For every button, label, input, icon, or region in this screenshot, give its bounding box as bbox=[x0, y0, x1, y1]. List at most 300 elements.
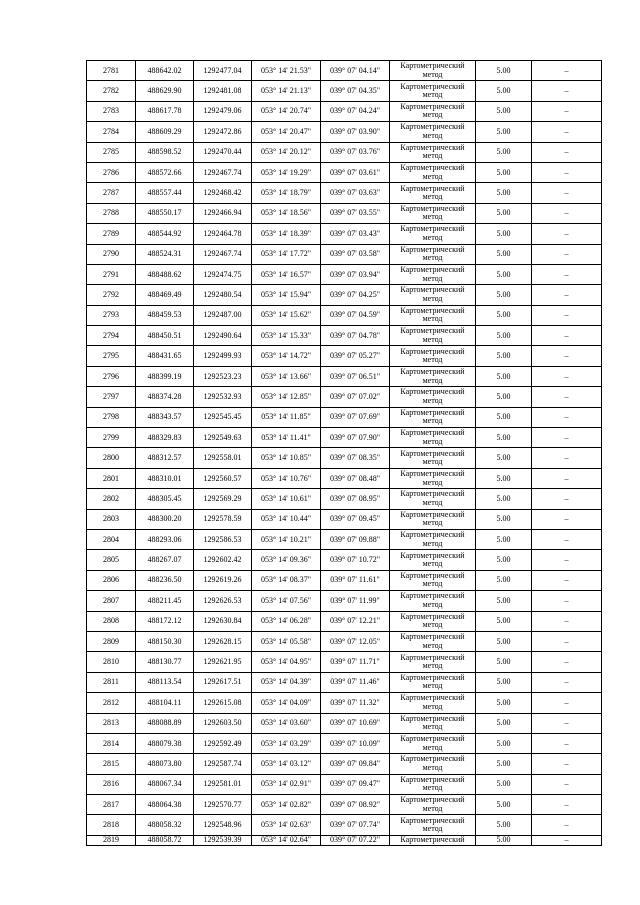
x-coordinate-cell: 488469.49 bbox=[136, 285, 194, 305]
point-number-cell: 2801 bbox=[87, 468, 136, 488]
longitude-cell: 039° 07' 12.21" bbox=[321, 611, 390, 631]
x-coordinate-cell: 488113.54 bbox=[136, 672, 194, 692]
point-number-cell: 2811 bbox=[87, 672, 136, 692]
method-cell: Картометрический метод bbox=[390, 264, 476, 284]
longitude-cell: 039° 07' 10.69" bbox=[321, 713, 390, 733]
point-number-cell: 2819 bbox=[87, 835, 136, 845]
x-coordinate-cell: 488459.53 bbox=[136, 305, 194, 325]
latitude-cell: 053° 14' 15.33" bbox=[252, 326, 321, 346]
latitude-cell: 053° 14' 05.58" bbox=[252, 631, 321, 651]
point-number-cell: 2789 bbox=[87, 224, 136, 244]
point-number-cell: 2815 bbox=[87, 754, 136, 774]
latitude-cell: 053° 14' 17.72" bbox=[252, 244, 321, 264]
accuracy-cell: 5.00 bbox=[476, 244, 532, 264]
y-coordinate-cell: 1292523.23 bbox=[194, 366, 252, 386]
longitude-cell: 039° 07' 04.14" bbox=[321, 61, 390, 81]
table-row bbox=[87, 264, 602, 284]
table-row bbox=[87, 142, 602, 162]
accuracy-cell: 5.00 bbox=[476, 693, 532, 713]
latitude-cell: 053° 14' 04.39" bbox=[252, 672, 321, 692]
method-cell: Картометрический метод bbox=[390, 326, 476, 346]
note-cell: – bbox=[532, 122, 602, 142]
table-row bbox=[87, 448, 602, 468]
point-number-cell: 2785 bbox=[87, 142, 136, 162]
note-cell: – bbox=[532, 142, 602, 162]
x-coordinate-cell: 488088.89 bbox=[136, 713, 194, 733]
table-row bbox=[87, 162, 602, 182]
point-number-cell: 2788 bbox=[87, 203, 136, 223]
longitude-cell: 039° 07' 09.88" bbox=[321, 529, 390, 549]
y-coordinate-cell: 1292532.93 bbox=[194, 387, 252, 407]
x-coordinate-cell: 488079.38 bbox=[136, 733, 194, 753]
y-coordinate-cell: 1292466.94 bbox=[194, 203, 252, 223]
table-row bbox=[87, 774, 602, 794]
point-number-cell: 2806 bbox=[87, 570, 136, 590]
table-body bbox=[87, 61, 602, 846]
x-coordinate-cell: 488399.19 bbox=[136, 366, 194, 386]
y-coordinate-cell: 1292621.95 bbox=[194, 652, 252, 672]
longitude-cell: 039° 07' 04.24" bbox=[321, 101, 390, 121]
point-number-cell: 2805 bbox=[87, 550, 136, 570]
y-coordinate-cell: 1292558.01 bbox=[194, 448, 252, 468]
longitude-cell: 039° 07' 07.22" bbox=[321, 835, 390, 845]
point-number-cell: 2808 bbox=[87, 611, 136, 631]
x-coordinate-cell: 488431.65 bbox=[136, 346, 194, 366]
y-coordinate-cell: 1292464.78 bbox=[194, 224, 252, 244]
x-coordinate-cell: 488064.38 bbox=[136, 795, 194, 815]
note-cell: – bbox=[532, 489, 602, 509]
latitude-cell: 053° 14' 20.12" bbox=[252, 142, 321, 162]
latitude-cell: 053° 14' 15.94" bbox=[252, 285, 321, 305]
table-row bbox=[87, 611, 602, 631]
table-row bbox=[87, 122, 602, 142]
y-coordinate-cell: 1292617.51 bbox=[194, 672, 252, 692]
point-number-cell: 2792 bbox=[87, 285, 136, 305]
latitude-cell: 053° 14' 16.57" bbox=[252, 264, 321, 284]
x-coordinate-cell: 488310.01 bbox=[136, 468, 194, 488]
x-coordinate-cell: 488058.72 bbox=[136, 835, 194, 845]
latitude-cell: 053° 14' 02.63" bbox=[252, 815, 321, 835]
x-coordinate-cell: 488572.66 bbox=[136, 162, 194, 182]
y-coordinate-cell: 1292602.42 bbox=[194, 550, 252, 570]
point-number-cell: 2812 bbox=[87, 693, 136, 713]
latitude-cell: 053° 14' 06.28" bbox=[252, 611, 321, 631]
note-cell: – bbox=[532, 101, 602, 121]
latitude-cell: 053° 14' 19.29" bbox=[252, 162, 321, 182]
y-coordinate-cell: 1292474.75 bbox=[194, 264, 252, 284]
method-cell: Картометрический bbox=[390, 835, 476, 845]
longitude-cell: 039° 07' 04.59" bbox=[321, 305, 390, 325]
point-number-cell: 2791 bbox=[87, 264, 136, 284]
longitude-cell: 039° 07' 03.61" bbox=[321, 162, 390, 182]
y-coordinate-cell: 1292578.59 bbox=[194, 509, 252, 529]
method-cell: Картометрический метод bbox=[390, 224, 476, 244]
method-cell: Картометрический метод bbox=[390, 142, 476, 162]
method-cell: Картометрический метод bbox=[390, 387, 476, 407]
latitude-cell: 053° 14' 02.91" bbox=[252, 774, 321, 794]
latitude-cell: 053° 14' 20.74" bbox=[252, 101, 321, 121]
longitude-cell: 039° 07' 08.92" bbox=[321, 795, 390, 815]
x-coordinate-cell: 488557.44 bbox=[136, 183, 194, 203]
y-coordinate-cell: 1292626.53 bbox=[194, 591, 252, 611]
note-cell: – bbox=[532, 570, 602, 590]
y-coordinate-cell: 1292615.08 bbox=[194, 693, 252, 713]
method-cell: Картометрический метод bbox=[390, 774, 476, 794]
table-row bbox=[87, 61, 602, 81]
note-cell: – bbox=[532, 305, 602, 325]
method-cell: Картометрический метод bbox=[390, 61, 476, 81]
accuracy-cell: 5.00 bbox=[476, 611, 532, 631]
point-number-cell: 2790 bbox=[87, 244, 136, 264]
y-coordinate-cell: 1292470.44 bbox=[194, 142, 252, 162]
table-row bbox=[87, 591, 602, 611]
accuracy-cell: 5.00 bbox=[476, 570, 532, 590]
y-coordinate-cell: 1292587.74 bbox=[194, 754, 252, 774]
table-row bbox=[87, 489, 602, 509]
accuracy-cell: 5.00 bbox=[476, 285, 532, 305]
note-cell: – bbox=[532, 162, 602, 182]
longitude-cell: 039° 07' 03.90" bbox=[321, 122, 390, 142]
latitude-cell: 053° 14' 14.72" bbox=[252, 346, 321, 366]
note-cell: – bbox=[532, 509, 602, 529]
method-cell: Картометрический метод bbox=[390, 101, 476, 121]
table-row bbox=[87, 468, 602, 488]
latitude-cell: 053° 14' 20.47" bbox=[252, 122, 321, 142]
method-cell: Картометрический метод bbox=[390, 468, 476, 488]
x-coordinate-cell: 488073.80 bbox=[136, 754, 194, 774]
y-coordinate-cell: 1292479.06 bbox=[194, 101, 252, 121]
note-cell: – bbox=[532, 529, 602, 549]
note-cell: – bbox=[532, 203, 602, 223]
point-number-cell: 2786 bbox=[87, 162, 136, 182]
x-coordinate-cell: 488374.28 bbox=[136, 387, 194, 407]
x-coordinate-cell: 488343.57 bbox=[136, 407, 194, 427]
accuracy-cell: 5.00 bbox=[476, 529, 532, 549]
table-row bbox=[87, 754, 602, 774]
longitude-cell: 039° 07' 04.35" bbox=[321, 81, 390, 101]
note-cell: – bbox=[532, 428, 602, 448]
table-row bbox=[87, 224, 602, 244]
x-coordinate-cell: 488329.83 bbox=[136, 428, 194, 448]
x-coordinate-cell: 488450.51 bbox=[136, 326, 194, 346]
point-number-cell: 2784 bbox=[87, 122, 136, 142]
latitude-cell: 053° 14' 12.85" bbox=[252, 387, 321, 407]
point-number-cell: 2818 bbox=[87, 815, 136, 835]
table-row bbox=[87, 366, 602, 386]
accuracy-cell: 5.00 bbox=[476, 835, 532, 845]
method-cell: Картометрический метод bbox=[390, 122, 476, 142]
x-coordinate-cell: 488211.45 bbox=[136, 591, 194, 611]
method-cell: Картометрический метод bbox=[390, 183, 476, 203]
latitude-cell: 053° 14' 09.36" bbox=[252, 550, 321, 570]
method-cell: Картометрический метод bbox=[390, 570, 476, 590]
note-cell: – bbox=[532, 285, 602, 305]
y-coordinate-cell: 1292472.86 bbox=[194, 122, 252, 142]
method-cell: Картометрический метод bbox=[390, 509, 476, 529]
accuracy-cell: 5.00 bbox=[476, 754, 532, 774]
accuracy-cell: 5.00 bbox=[476, 346, 532, 366]
note-cell: – bbox=[532, 795, 602, 815]
latitude-cell: 053° 14' 08.37" bbox=[252, 570, 321, 590]
accuracy-cell: 5.00 bbox=[476, 387, 532, 407]
table-row bbox=[87, 285, 602, 305]
note-cell: – bbox=[532, 550, 602, 570]
latitude-cell: 053° 14' 04.09" bbox=[252, 693, 321, 713]
y-coordinate-cell: 1292468.42 bbox=[194, 183, 252, 203]
table-row bbox=[87, 81, 602, 101]
accuracy-cell: 5.00 bbox=[476, 509, 532, 529]
accuracy-cell: 5.00 bbox=[476, 489, 532, 509]
longitude-cell: 039° 07' 07.02" bbox=[321, 387, 390, 407]
longitude-cell: 039° 07' 07.74" bbox=[321, 815, 390, 835]
point-number-cell: 2783 bbox=[87, 101, 136, 121]
x-coordinate-cell: 488550.17 bbox=[136, 203, 194, 223]
table-row bbox=[87, 693, 602, 713]
point-number-cell: 2781 bbox=[87, 61, 136, 81]
longitude-cell: 039° 07' 03.55" bbox=[321, 203, 390, 223]
accuracy-cell: 5.00 bbox=[476, 550, 532, 570]
y-coordinate-cell: 1292480.54 bbox=[194, 285, 252, 305]
point-number-cell: 2796 bbox=[87, 366, 136, 386]
method-cell: Картометрический метод bbox=[390, 81, 476, 101]
longitude-cell: 039° 07' 07.90" bbox=[321, 428, 390, 448]
longitude-cell: 039° 07' 03.76" bbox=[321, 142, 390, 162]
y-coordinate-cell: 1292467.74 bbox=[194, 244, 252, 264]
accuracy-cell: 5.00 bbox=[476, 733, 532, 753]
method-cell: Картометрический метод bbox=[390, 407, 476, 427]
longitude-cell: 039° 07' 08.95" bbox=[321, 489, 390, 509]
x-coordinate-cell: 488642.02 bbox=[136, 61, 194, 81]
method-cell: Картометрический метод bbox=[390, 285, 476, 305]
accuracy-cell: 5.00 bbox=[476, 264, 532, 284]
y-coordinate-cell: 1292619.26 bbox=[194, 570, 252, 590]
accuracy-cell: 5.00 bbox=[476, 468, 532, 488]
note-cell: – bbox=[532, 183, 602, 203]
table-row bbox=[87, 305, 602, 325]
table-row bbox=[87, 244, 602, 264]
x-coordinate-cell: 488236.50 bbox=[136, 570, 194, 590]
point-number-cell: 2800 bbox=[87, 448, 136, 468]
note-cell: – bbox=[532, 448, 602, 468]
table-row bbox=[87, 733, 602, 753]
method-cell: Картометрический метод bbox=[390, 305, 476, 325]
latitude-cell: 053° 14' 10.61" bbox=[252, 489, 321, 509]
x-coordinate-cell: 488617.78 bbox=[136, 101, 194, 121]
note-cell: – bbox=[532, 264, 602, 284]
x-coordinate-cell: 488067.34 bbox=[136, 774, 194, 794]
x-coordinate-cell: 488104.11 bbox=[136, 693, 194, 713]
method-cell: Картометрический метод bbox=[390, 631, 476, 651]
note-cell: – bbox=[532, 672, 602, 692]
x-coordinate-cell: 488524.31 bbox=[136, 244, 194, 264]
method-cell: Картометрический метод bbox=[390, 162, 476, 182]
method-cell: Картометрический метод bbox=[390, 448, 476, 468]
note-cell: – bbox=[532, 468, 602, 488]
note-cell: – bbox=[532, 366, 602, 386]
method-cell: Картометрический метод bbox=[390, 611, 476, 631]
method-cell: Картометрический метод bbox=[390, 672, 476, 692]
accuracy-cell: 5.00 bbox=[476, 448, 532, 468]
y-coordinate-cell: 1292560.57 bbox=[194, 468, 252, 488]
note-cell: – bbox=[532, 407, 602, 427]
note-cell: – bbox=[532, 713, 602, 733]
accuracy-cell: 5.00 bbox=[476, 631, 532, 651]
x-coordinate-cell: 488150.30 bbox=[136, 631, 194, 651]
longitude-cell: 039° 07' 11.71" bbox=[321, 652, 390, 672]
y-coordinate-cell: 1292467.74 bbox=[194, 162, 252, 182]
method-cell: Картометрический метод bbox=[390, 244, 476, 264]
point-number-cell: 2807 bbox=[87, 591, 136, 611]
longitude-cell: 039° 07' 08.48" bbox=[321, 468, 390, 488]
longitude-cell: 039° 07' 10.72" bbox=[321, 550, 390, 570]
longitude-cell: 039° 07' 05.27" bbox=[321, 346, 390, 366]
point-number-cell: 2794 bbox=[87, 326, 136, 346]
table-row bbox=[87, 428, 602, 448]
longitude-cell: 039° 07' 03.63" bbox=[321, 183, 390, 203]
y-coordinate-cell: 1292581.01 bbox=[194, 774, 252, 794]
point-number-cell: 2795 bbox=[87, 346, 136, 366]
accuracy-cell: 5.00 bbox=[476, 795, 532, 815]
note-cell: – bbox=[532, 591, 602, 611]
y-coordinate-cell: 1292592.49 bbox=[194, 733, 252, 753]
longitude-cell: 039° 07' 10.09" bbox=[321, 733, 390, 753]
note-cell: – bbox=[532, 346, 602, 366]
point-number-cell: 2803 bbox=[87, 509, 136, 529]
latitude-cell: 053° 14' 11.85" bbox=[252, 407, 321, 427]
point-number-cell: 2817 bbox=[87, 795, 136, 815]
point-number-cell: 2809 bbox=[87, 631, 136, 651]
accuracy-cell: 5.00 bbox=[476, 366, 532, 386]
method-cell: Картометрический метод bbox=[390, 652, 476, 672]
point-number-cell: 2814 bbox=[87, 733, 136, 753]
y-coordinate-cell: 1292539.39 bbox=[194, 835, 252, 845]
table-row bbox=[87, 672, 602, 692]
x-coordinate-cell: 488293.06 bbox=[136, 529, 194, 549]
latitude-cell: 053° 14' 10.76" bbox=[252, 468, 321, 488]
latitude-cell: 053° 14' 21.53" bbox=[252, 61, 321, 81]
coordinates-table bbox=[86, 60, 602, 846]
point-number-cell: 2797 bbox=[87, 387, 136, 407]
y-coordinate-cell: 1292570.77 bbox=[194, 795, 252, 815]
latitude-cell: 053° 14' 10.21" bbox=[252, 529, 321, 549]
latitude-cell: 053° 14' 21.13" bbox=[252, 81, 321, 101]
latitude-cell: 053° 14' 10.44" bbox=[252, 509, 321, 529]
method-cell: Картометрический метод bbox=[390, 203, 476, 223]
method-cell: Картометрический метод bbox=[390, 713, 476, 733]
accuracy-cell: 5.00 bbox=[476, 81, 532, 101]
point-number-cell: 2810 bbox=[87, 652, 136, 672]
longitude-cell: 039° 07' 09.84" bbox=[321, 754, 390, 774]
point-number-cell: 2799 bbox=[87, 428, 136, 448]
method-cell: Картометрический метод bbox=[390, 428, 476, 448]
longitude-cell: 039° 07' 03.43" bbox=[321, 224, 390, 244]
note-cell: – bbox=[532, 693, 602, 713]
latitude-cell: 053° 14' 18.79" bbox=[252, 183, 321, 203]
x-coordinate-cell: 488312.57 bbox=[136, 448, 194, 468]
x-coordinate-cell: 488300.20 bbox=[136, 509, 194, 529]
method-cell: Картометрический метод bbox=[390, 754, 476, 774]
y-coordinate-cell: 1292481.08 bbox=[194, 81, 252, 101]
accuracy-cell: 5.00 bbox=[476, 203, 532, 223]
table-row bbox=[87, 631, 602, 651]
longitude-cell: 039° 07' 08.35" bbox=[321, 448, 390, 468]
accuracy-cell: 5.00 bbox=[476, 326, 532, 346]
method-cell: Картометрический метод bbox=[390, 815, 476, 835]
x-coordinate-cell: 488598.52 bbox=[136, 142, 194, 162]
point-number-cell: 2813 bbox=[87, 713, 136, 733]
method-cell: Картометрический метод bbox=[390, 489, 476, 509]
accuracy-cell: 5.00 bbox=[476, 162, 532, 182]
longitude-cell: 039° 07' 04.25" bbox=[321, 285, 390, 305]
accuracy-cell: 5.00 bbox=[476, 774, 532, 794]
latitude-cell: 053° 14' 03.60" bbox=[252, 713, 321, 733]
table-row bbox=[87, 203, 602, 223]
latitude-cell: 053° 14' 07.56" bbox=[252, 591, 321, 611]
x-coordinate-cell: 488544.92 bbox=[136, 224, 194, 244]
accuracy-cell: 5.00 bbox=[476, 713, 532, 733]
y-coordinate-cell: 1292628.15 bbox=[194, 631, 252, 651]
note-cell: – bbox=[532, 326, 602, 346]
accuracy-cell: 5.00 bbox=[476, 61, 532, 81]
table-row bbox=[87, 550, 602, 570]
method-cell: Картометрический метод bbox=[390, 693, 476, 713]
coordinates-table-page bbox=[86, 60, 601, 846]
method-cell: Картометрический метод bbox=[390, 550, 476, 570]
latitude-cell: 053° 14' 15.62" bbox=[252, 305, 321, 325]
note-cell: – bbox=[532, 652, 602, 672]
table-row bbox=[87, 570, 602, 590]
y-coordinate-cell: 1292487.00 bbox=[194, 305, 252, 325]
point-number-cell: 2787 bbox=[87, 183, 136, 203]
latitude-cell: 053° 14' 18.56" bbox=[252, 203, 321, 223]
latitude-cell: 053° 14' 04.95" bbox=[252, 652, 321, 672]
table-row bbox=[87, 101, 602, 121]
table-row bbox=[87, 326, 602, 346]
longitude-cell: 039° 07' 11.46" bbox=[321, 672, 390, 692]
accuracy-cell: 5.00 bbox=[476, 142, 532, 162]
accuracy-cell: 5.00 bbox=[476, 122, 532, 142]
longitude-cell: 039° 07' 03.58" bbox=[321, 244, 390, 264]
x-coordinate-cell: 488267.07 bbox=[136, 550, 194, 570]
latitude-cell: 053° 14' 18.39" bbox=[252, 224, 321, 244]
longitude-cell: 039° 07' 07.69" bbox=[321, 407, 390, 427]
method-cell: Картометрический метод bbox=[390, 591, 476, 611]
y-coordinate-cell: 1292499.93 bbox=[194, 346, 252, 366]
latitude-cell: 053° 14' 02.82" bbox=[252, 795, 321, 815]
method-cell: Картометрический метод bbox=[390, 795, 476, 815]
point-number-cell: 2798 bbox=[87, 407, 136, 427]
note-cell: – bbox=[532, 733, 602, 753]
note-cell: – bbox=[532, 244, 602, 264]
accuracy-cell: 5.00 bbox=[476, 407, 532, 427]
latitude-cell: 053° 14' 13.66" bbox=[252, 366, 321, 386]
longitude-cell: 039° 07' 03.94" bbox=[321, 264, 390, 284]
y-coordinate-cell: 1292549.63 bbox=[194, 428, 252, 448]
accuracy-cell: 5.00 bbox=[476, 672, 532, 692]
method-cell: Картометрический метод bbox=[390, 346, 476, 366]
table-row bbox=[87, 652, 602, 672]
note-cell: – bbox=[532, 61, 602, 81]
accuracy-cell: 5.00 bbox=[476, 428, 532, 448]
point-number-cell: 2793 bbox=[87, 305, 136, 325]
latitude-cell: 053° 14' 03.29" bbox=[252, 733, 321, 753]
y-coordinate-cell: 1292548.96 bbox=[194, 815, 252, 835]
table-row bbox=[87, 529, 602, 549]
longitude-cell: 039° 07' 11.99" bbox=[321, 591, 390, 611]
accuracy-cell: 5.00 bbox=[476, 305, 532, 325]
x-coordinate-cell: 488609.29 bbox=[136, 122, 194, 142]
y-coordinate-cell: 1292630.84 bbox=[194, 611, 252, 631]
